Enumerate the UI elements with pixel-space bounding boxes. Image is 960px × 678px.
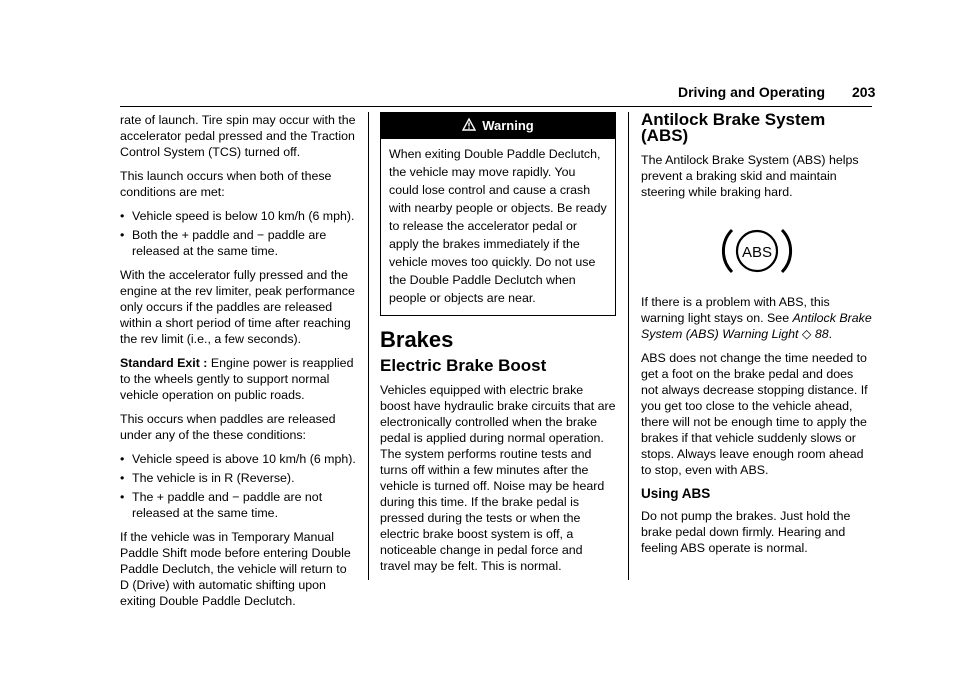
list-item: • Vehicle speed is below 10 km/h (6 mph). — [120, 209, 355, 223]
warning-title: Warning — [482, 118, 534, 133]
abs-heading: Antilock Brake System (ABS) — [641, 110, 826, 145]
warning-header — [381, 113, 615, 139]
column-divider — [368, 112, 369, 580]
page-number: 203 — [852, 84, 876, 100]
page-header — [0, 80, 960, 110]
paragraph: Do not pump the brakes. Just hold the brake pedal down firmly. Hearing and feeling ABS operate is normal. — [641, 509, 851, 555]
column-2 — [380, 112, 616, 582]
warning-triangle-icon — [462, 118, 476, 135]
subsection-heading: Electric Brake Boost — [380, 356, 547, 375]
svg-text:ABS: ABS — [741, 244, 773, 261]
paragraph: Vehicles equipped with electric brake boost have hydraulic brake circuits that are electronically controlled when the brake pedal is applied during normal operation. The system performs routine tests and turns off within a few minutes after the vehicle is turned off. Noise may be heard during this time. If the brake pedal is pressed during the tests or when the electric brake boost system is off, a noticeable change in pedal force and travel may be felt. This is normal. — [380, 383, 616, 573]
column-1 — [120, 112, 356, 617]
bullet-icon: • — [120, 471, 125, 485]
bullet-icon: • — [120, 228, 125, 242]
page-reference[interactable]: ◇ 88 — [798, 327, 829, 341]
paragraph: With the accelerator fully pressed and the engine at the rev limiter, peak performance only occurs if the paddles are released within a short period of time after reaching the rev limit (i.e., a few seconds). — [120, 268, 355, 346]
bullet-icon: • — [120, 490, 125, 504]
cross-reference-link[interactable]: Antilock Brake System (ABS) Warning Light — [641, 311, 872, 341]
paragraph: If there is a problem with ABS, this warning light stays on. See Antilock Brake System (ABS) Warning Light ◇ 88. — [641, 295, 872, 341]
list-item: • The + paddle and − paddle are not released at the same time. — [120, 490, 323, 520]
paragraph: rate of launch. Tire spin may occur with the accelerator pedal pressed and the Traction Control System (TCS) turned off. — [120, 113, 356, 159]
list-item: • Both the + paddle and − paddle are released at the same time. — [120, 228, 327, 258]
bullet-list — [120, 208, 356, 259]
bullet-icon: • — [120, 209, 125, 223]
list-item: • The vehicle is in R (Reverse). — [120, 471, 295, 485]
paragraph: ABS does not change the time needed to get a foot on the brake pedal and does not always decrease stopping distance. If you get too close to the vehicle ahead, there will not be enough time to apply the brakes if that vehicle suddenly slows or stops. Always leave enough room ahead to stop, even with ABS. — [641, 351, 868, 477]
header-rule — [120, 106, 872, 107]
warning-box — [380, 112, 616, 316]
using-abs-heading: Using ABS — [641, 486, 711, 501]
section-heading: Brakes — [380, 327, 454, 352]
column-3 — [641, 112, 873, 564]
bullet-icon: • — [120, 452, 125, 466]
paragraph: This occurs when paddles are released under any of the these conditions: — [120, 412, 336, 442]
list-item: • Vehicle speed is above 10 km/h (6 mph). — [120, 452, 356, 466]
paragraph: The Antilock Brake System (ABS) helps prevent a braking skid and maintain steering while braking hard. — [641, 153, 859, 199]
abs-warning-icon — [641, 226, 873, 276]
column-divider — [628, 112, 629, 580]
bullet-list — [120, 451, 356, 521]
warning-text: When exiting Double Paddle Declutch, the vehicle may move rapidly. You could lose control and cause a crash with nearby people or objects. Be ready to release the accelerator pedal or apply the brakes immediately if the vehicle moves too quickly. Do not use the Double Paddle Declutch when people or objects are near. — [389, 147, 607, 305]
paragraph: If the vehicle was in Temporary Manual Paddle Shift mode before entering Double Paddle Declutch, the vehicle will return to D (Drive) with automatic shifting upon exiting Double Paddle Declutch. — [120, 530, 351, 608]
standard-exit-label: Standard Exit : — [120, 356, 208, 370]
paragraph: Standard Exit : Engine power is reapplied to the wheels gently to support normal vehicle operation on public roads. — [120, 356, 354, 402]
section-title: Driving and Operating — [678, 84, 826, 100]
paragraph: This launch occurs when both of these conditions are met: — [120, 169, 332, 199]
